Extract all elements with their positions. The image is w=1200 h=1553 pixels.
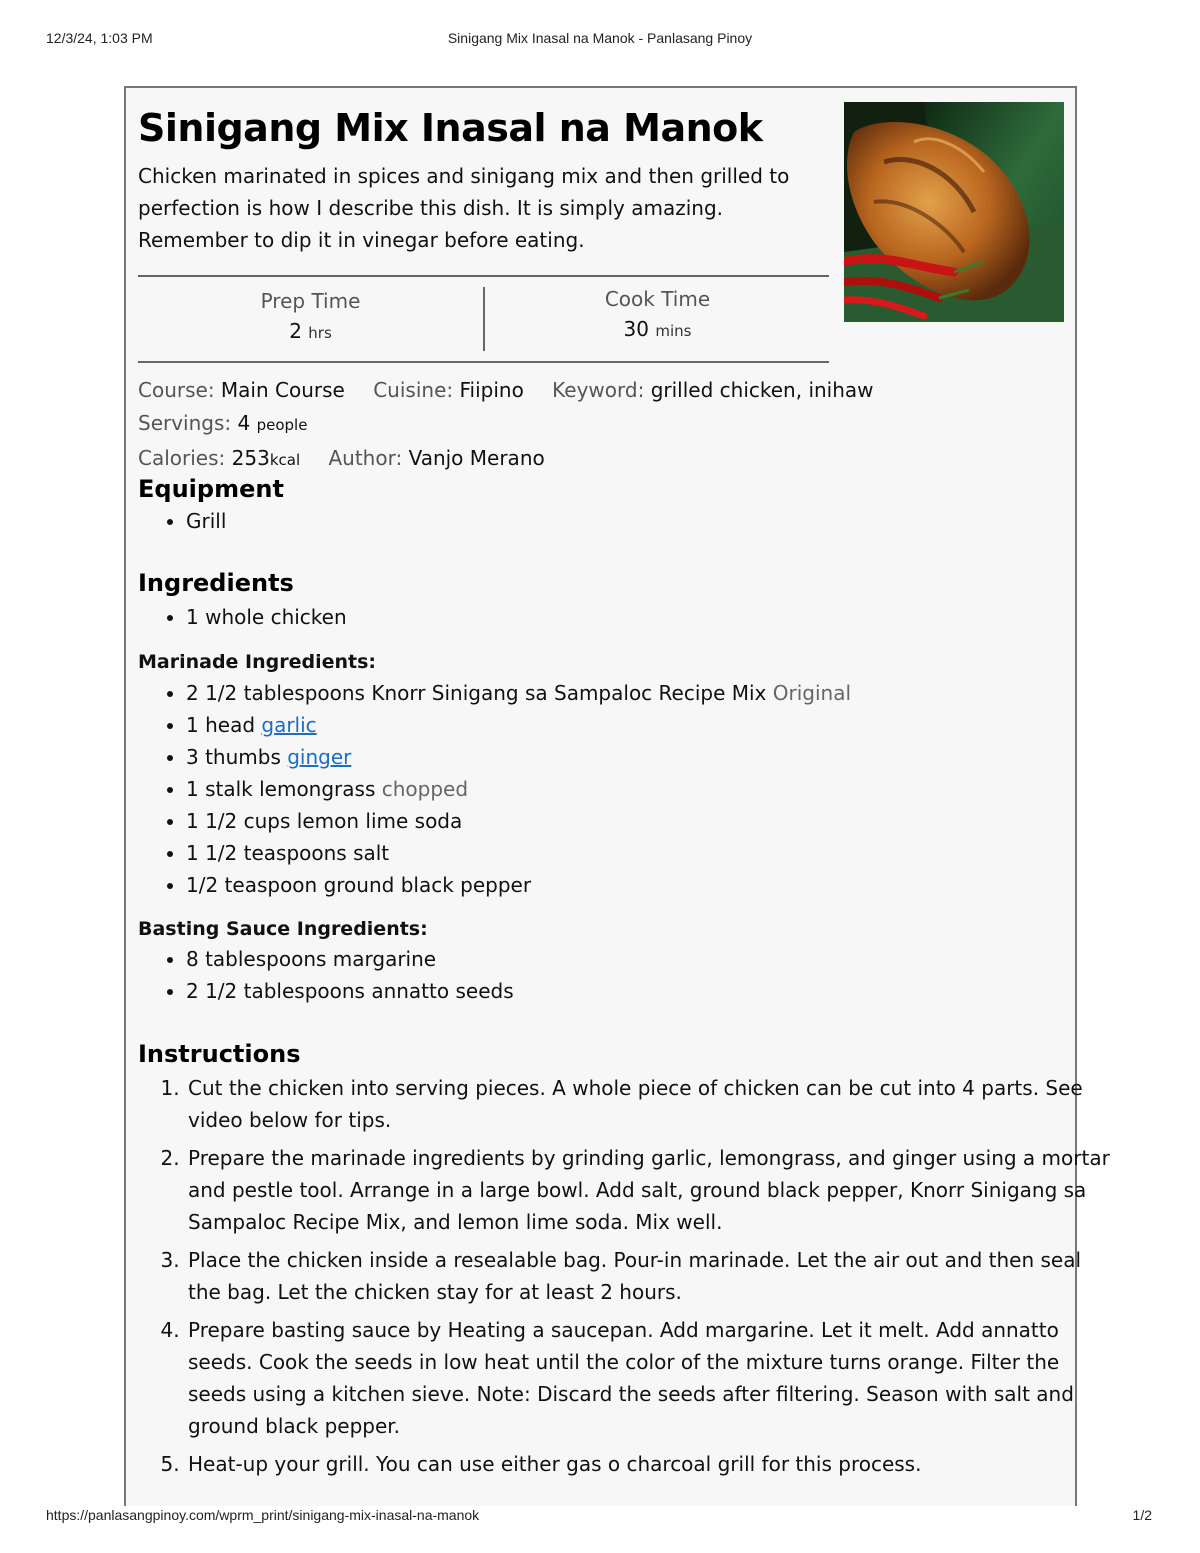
list-item bbox=[186, 677, 851, 709]
ingredients-main-list bbox=[138, 601, 347, 633]
meta-servings-value: 4 bbox=[237, 411, 251, 435]
instruction-step: 1. Cut the chicken into serving pieces. A whole piece of chicken can be cut into 4 parts. See video below for tips. bbox=[186, 1072, 1116, 1136]
basting-heading: Basting Sauce Ingredients: bbox=[138, 918, 428, 940]
list-item: • 8 tablespoons margarine bbox=[186, 943, 514, 975]
ingredient-text: 3 thumbs bbox=[186, 745, 288, 769]
equipment-heading: Equipment bbox=[138, 475, 284, 503]
list-item: • 2 1/2 tablespoons annatto seeds bbox=[186, 975, 514, 1007]
prep-time-unit: hrs bbox=[308, 324, 332, 342]
basting-list bbox=[138, 943, 514, 1007]
grilled-chicken-image bbox=[844, 102, 1064, 322]
instruction-step: 3. Place the chicken inside a resealable bag. Pour-in marinade. Let the air out and then seal the bag. Let the chicken stay for at least 2 hours. bbox=[186, 1244, 1116, 1308]
page-number: 1/2 bbox=[1132, 1507, 1152, 1523]
print-datetime: 12/3/24, 1:03 PM bbox=[46, 30, 153, 46]
list-item bbox=[186, 709, 851, 741]
meta-servings-unit: people bbox=[256, 416, 308, 434]
list-item bbox=[186, 773, 851, 805]
list-item: • 1 1/2 cups lemon lime soda bbox=[186, 805, 851, 837]
meta-course-label: Course: bbox=[138, 378, 215, 402]
meta-cuisine bbox=[373, 378, 524, 402]
instruction-step: 5. Heat-up your grill. You can use either gas o charcoal grill for this process. bbox=[186, 1448, 1116, 1480]
instructions-list bbox=[138, 1072, 1116, 1486]
list-item: • 1 1/2 teaspoons salt bbox=[186, 837, 851, 869]
cook-time-unit: mins bbox=[655, 322, 692, 340]
print-header bbox=[0, 30, 1200, 50]
list-item: • Grill bbox=[186, 505, 226, 537]
meta-author-value: Vanjo Merano bbox=[408, 446, 545, 470]
meta-course bbox=[138, 378, 345, 402]
instructions-heading: Instructions bbox=[138, 1040, 301, 1068]
garlic-link[interactable]: garlic bbox=[261, 713, 317, 737]
meta-calories-unit: kcal bbox=[269, 451, 301, 469]
meta-calories-value: 253 bbox=[231, 446, 270, 470]
equipment-list bbox=[138, 505, 226, 537]
print-url: https://panlasangpinoy.com/wprm_print/sinigang-mix-inasal-na-manok bbox=[46, 1507, 480, 1523]
meta-cuisine-value: Fiipino bbox=[459, 378, 524, 402]
print-footer bbox=[0, 1507, 1200, 1527]
ingredient-text: 1 head bbox=[186, 713, 262, 737]
meta-course-value: Main Course bbox=[220, 378, 345, 402]
ingredients-heading: Ingredients bbox=[138, 569, 294, 597]
recipe-summary: Chicken marinated in spices and sinigang mix and then grilled to perfection is how I describe this dish. It is simply amazing. Remember to dip it in vinegar before eating. bbox=[138, 164, 790, 252]
meta-keyword-label: Keyword: bbox=[552, 378, 645, 402]
marinade-list bbox=[138, 677, 851, 901]
prep-time-value bbox=[138, 319, 483, 343]
instruction-step: 2. Prepare the marinade ingredients by grinding garlic, lemongrass, and ginger using a mortar and pestle tool. Arrange in a large bowl. Add salt, ground black pepper, Knorr Sinigang sa Sampaloc Recipe Mix, and lemon lime soda. Mix well. bbox=[186, 1142, 1116, 1238]
list-item: • 1/2 teaspoon ground black pepper bbox=[186, 869, 851, 901]
meta-servings-label: Servings: bbox=[138, 411, 232, 435]
ingredient-note: Original bbox=[772, 681, 852, 705]
meta-keyword-value: grilled chicken, inihaw bbox=[650, 378, 874, 402]
recipe-times bbox=[138, 275, 829, 363]
ingredient-note: chopped bbox=[381, 777, 469, 801]
cook-time-label: Cook Time bbox=[604, 287, 711, 311]
meta-calories bbox=[138, 446, 300, 470]
prep-time-number: 2 bbox=[289, 319, 302, 343]
cook-time bbox=[483, 287, 830, 351]
meta-keyword bbox=[552, 378, 873, 402]
marinade-heading: Marinade Ingredients: bbox=[138, 651, 377, 673]
prep-time-label: Prep Time bbox=[260, 289, 361, 313]
list-item: • 1 whole chicken bbox=[186, 601, 347, 633]
ingredient-text: 1 stalk lemongrass bbox=[186, 777, 376, 801]
cook-time-number: 30 bbox=[623, 317, 649, 341]
instruction-step: 4. Prepare basting sauce by Heating a saucepan. Add margarine. Let it melt. Add annatto seeds. Cook the seeds in low heat until the color of the mixture turns orange. Filter the seeds using a kitchen sieve. Note: Discard the seeds after filtering. Season with salt and ground black pepper. bbox=[186, 1314, 1116, 1442]
meta-calories-label: Calories: bbox=[138, 446, 226, 470]
ingredient-text: 2 1/2 tablespoons Knorr Sinigang sa Sampaloc Recipe Mix bbox=[186, 681, 767, 705]
meta-author-label: Author: bbox=[328, 446, 403, 470]
meta-author bbox=[328, 446, 544, 470]
recipe-photo bbox=[844, 102, 1064, 322]
recipe-meta bbox=[138, 374, 1058, 477]
recipe-card bbox=[124, 86, 1110, 1506]
prep-time bbox=[138, 277, 483, 361]
meta-cuisine-label: Cuisine: bbox=[373, 378, 454, 402]
list-item bbox=[186, 741, 851, 773]
meta-servings bbox=[138, 411, 307, 435]
cook-time-value bbox=[485, 317, 830, 341]
print-page-title: Sinigang Mix Inasal na Manok - Panlasang Pinoy bbox=[447, 30, 753, 46]
recipe-title: Sinigang Mix Inasal na Manok bbox=[138, 106, 763, 150]
ginger-link[interactable]: ginger bbox=[287, 745, 352, 769]
